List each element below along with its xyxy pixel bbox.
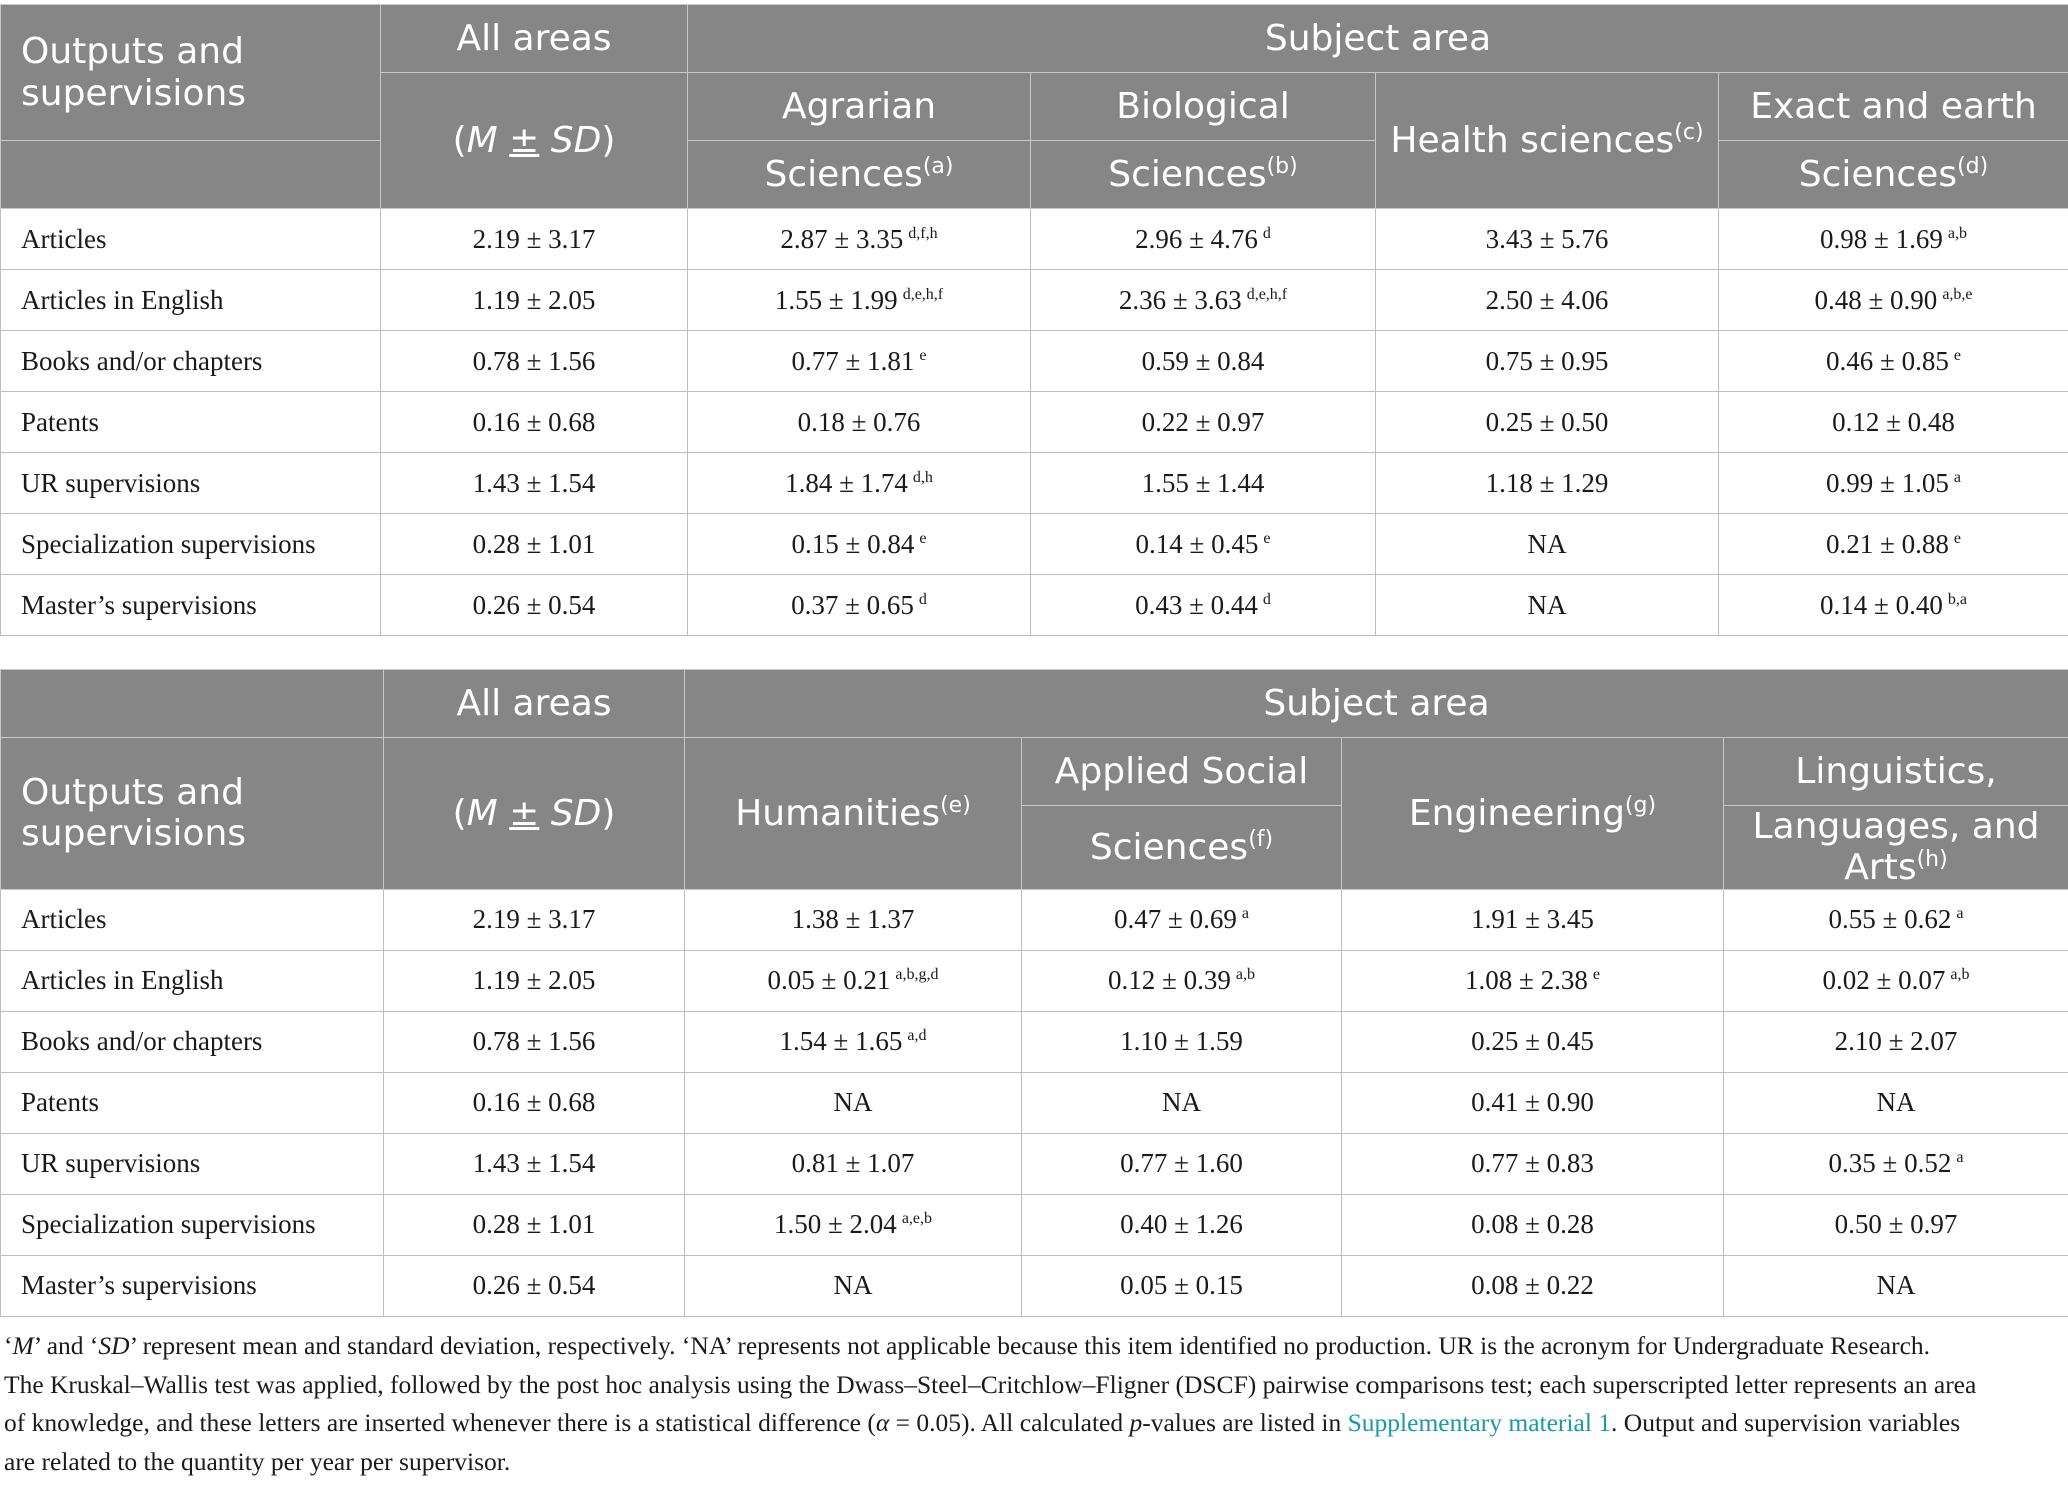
value-cell bbox=[1724, 1255, 2068, 1316]
cell-value: 0.98 ± 1.69 bbox=[1820, 223, 1943, 254]
cell-value: 1.38 ± 1.37 bbox=[791, 904, 915, 935]
value-cell bbox=[1376, 392, 1719, 453]
value-cell bbox=[688, 453, 1031, 514]
cell-value: 2.19 ± 3.17 bbox=[472, 223, 596, 254]
cell-value: 1.08 ± 2.38 bbox=[1465, 965, 1588, 996]
col-header-applied-social-sciences: Sciences$^{(f)}$ bbox=[1022, 806, 1342, 890]
cell-value: 0.16 ± 0.68 bbox=[472, 406, 596, 437]
value-cell bbox=[1719, 453, 2068, 514]
value-cell bbox=[381, 453, 688, 514]
row-label: Articles bbox=[1, 209, 381, 270]
significance-superscript: a,d bbox=[907, 1027, 927, 1045]
value-cell bbox=[1022, 1255, 1342, 1316]
significance-superscript: e bbox=[1592, 966, 1600, 984]
value-cell bbox=[1342, 889, 1724, 950]
cell-value: 0.59 ± 0.84 bbox=[1141, 345, 1265, 376]
value-cell bbox=[1031, 270, 1376, 331]
cell-value: 0.77 ± 1.81 bbox=[791, 345, 915, 376]
value-cell bbox=[381, 331, 688, 392]
row-label: Master’s supervisions bbox=[1, 1255, 384, 1316]
subject-area-header: Subject area bbox=[685, 670, 2068, 738]
significance-superscript: d bbox=[1262, 590, 1271, 608]
significance-superscript: d,h bbox=[912, 468, 933, 486]
value-cell bbox=[1719, 575, 2068, 636]
col-header-applied-social: Applied Social bbox=[1022, 738, 1342, 806]
cell-value: 1.50 ± 2.04 bbox=[773, 1209, 897, 1240]
cell-value: 0.15 ± 0.84 bbox=[791, 528, 915, 559]
value-cell bbox=[381, 209, 688, 270]
cell-value: 0.78 ± 1.56 bbox=[472, 345, 596, 376]
cell-value: 0.12 ± 0.39 bbox=[1108, 965, 1231, 996]
footnote-line-2: The Kruskal–Wallis test was applied, followed by the post hoc analysis using the Dwass–Steel–Critchlow–Fligner (DSCF) pairwise comparisons test; each superscripted letter represents an area bbox=[4, 1369, 1977, 1399]
value-cell bbox=[688, 392, 1031, 453]
cell-value: 1.43 ± 1.54 bbox=[472, 467, 596, 498]
value-cell bbox=[1719, 514, 2068, 575]
cell-value: 0.35 ± 0.52 bbox=[1828, 1148, 1952, 1179]
value-cell bbox=[1022, 1011, 1342, 1072]
cell-value: 0.25 ± 0.50 bbox=[1485, 406, 1609, 437]
col-header-agrarian: Agrarian bbox=[688, 73, 1031, 141]
value-cell bbox=[1376, 453, 1719, 514]
cell-value: NA bbox=[1527, 589, 1567, 620]
significance-superscript: e bbox=[1953, 346, 1961, 364]
row-header-spacer bbox=[1, 141, 381, 209]
value-cell bbox=[1022, 889, 1342, 950]
row-label: Articles in English bbox=[1, 950, 384, 1011]
value-cell bbox=[1031, 331, 1376, 392]
significance-superscript: a,b bbox=[1947, 224, 1967, 242]
supplementary-material-link[interactable]: Supplementary material 1 bbox=[1347, 1408, 1612, 1437]
value-cell bbox=[1342, 1194, 1724, 1255]
col-header-agrarian-sciences: Sciences$^{(a)}$ bbox=[688, 141, 1031, 209]
significance-superscript: d,e,h,f bbox=[1246, 285, 1288, 303]
cell-value: 2.10 ± 2.07 bbox=[1834, 1026, 1958, 1057]
value-cell bbox=[381, 392, 688, 453]
value-cell bbox=[1342, 1011, 1724, 1072]
cell-value: 1.91 ± 3.45 bbox=[1471, 904, 1594, 935]
cell-value: 2.87 ± 3.35 bbox=[780, 223, 904, 254]
value-cell bbox=[384, 889, 685, 950]
table-row bbox=[1, 514, 2068, 575]
value-cell bbox=[1376, 575, 1719, 636]
cell-value: 0.26 ± 0.54 bbox=[472, 1270, 596, 1301]
value-cell bbox=[688, 575, 1031, 636]
cell-value: 0.48 ± 0.90 bbox=[1814, 284, 1938, 315]
significance-superscript: d bbox=[1262, 224, 1271, 242]
cell-value: 2.96 ± 4.76 bbox=[1135, 223, 1258, 254]
cell-value: 0.47 ± 0.69 bbox=[1114, 904, 1237, 935]
row-label: Articles bbox=[1, 889, 384, 950]
table-row bbox=[1, 575, 2068, 636]
col-header-engineering: Engineering$^{(g)}$ bbox=[1342, 738, 1724, 890]
value-cell bbox=[1376, 209, 1719, 270]
value-cell bbox=[1724, 1133, 2068, 1194]
value-cell bbox=[1724, 889, 2068, 950]
significance-superscript: a bbox=[1953, 468, 1961, 486]
value-cell bbox=[384, 1133, 685, 1194]
value-cell bbox=[1342, 1133, 1724, 1194]
row-label: Specialization supervisions bbox=[1, 514, 381, 575]
value-cell bbox=[1022, 1194, 1342, 1255]
significance-superscript: e bbox=[1953, 529, 1961, 547]
row-label: UR supervisions bbox=[1, 1133, 384, 1194]
subject-area-header: Subject area bbox=[688, 5, 2068, 73]
value-cell bbox=[1719, 331, 2068, 392]
table-row bbox=[1, 1255, 2068, 1316]
col-header-linguistics: Linguistics, bbox=[1724, 738, 2068, 806]
value-cell bbox=[381, 575, 688, 636]
value-cell bbox=[1022, 950, 1342, 1011]
cell-value: 0.08 ± 0.22 bbox=[1471, 1270, 1594, 1301]
col-header-biological-sciences: Sciences$^{(b)}$ bbox=[1031, 141, 1376, 209]
significance-superscript: a,b,g,d bbox=[895, 966, 939, 984]
value-cell bbox=[1342, 1072, 1724, 1133]
cell-value: 0.28 ± 1.01 bbox=[472, 1209, 596, 1240]
cell-value: 0.18 ± 0.76 bbox=[797, 406, 921, 437]
value-cell bbox=[688, 514, 1031, 575]
table-row bbox=[1, 453, 2068, 514]
value-cell bbox=[685, 889, 1022, 950]
row-label: Patents bbox=[1, 1072, 384, 1133]
value-cell bbox=[1342, 1255, 1724, 1316]
value-cell bbox=[1724, 1194, 2068, 1255]
significance-superscript: a,b bbox=[1235, 966, 1255, 984]
footnote-line-3: of knowledge, and these letters are inserted whenever there is a statistical difference (α = 0.05). All calculated p-values are listed in Supplementary material 1. Output and supervision variables bbox=[4, 1408, 1961, 1437]
value-cell bbox=[1719, 392, 2068, 453]
cell-value: NA bbox=[1527, 528, 1567, 559]
cell-value: 0.77 ± 0.83 bbox=[1471, 1148, 1594, 1179]
significance-superscript: e bbox=[919, 346, 927, 364]
row-label: Books and/or chapters bbox=[1, 331, 381, 392]
significance-superscript: e bbox=[1263, 529, 1271, 547]
table-row bbox=[1, 1133, 2068, 1194]
cell-value: 1.54 ± 1.65 bbox=[779, 1026, 903, 1057]
cell-value: 0.41 ± 0.90 bbox=[1471, 1087, 1594, 1118]
table-row bbox=[1, 1011, 2068, 1072]
table-row bbox=[1, 392, 2068, 453]
value-cell bbox=[1342, 950, 1724, 1011]
value-cell bbox=[688, 209, 1031, 270]
significance-superscript: a bbox=[1241, 905, 1249, 923]
row-header-spacer-top bbox=[1, 670, 384, 738]
row-label: Specialization supervisions bbox=[1, 1194, 384, 1255]
significance-superscript: a,b bbox=[1950, 966, 1970, 984]
significance-superscript: b,a bbox=[1947, 590, 1967, 608]
value-cell bbox=[688, 270, 1031, 331]
results-table-1 bbox=[0, 4, 2068, 636]
value-cell bbox=[1031, 514, 1376, 575]
cell-value: 2.36 ± 3.63 bbox=[1118, 284, 1242, 315]
cell-value: 0.05 ± 0.21 bbox=[767, 965, 891, 996]
cell-value: 0.25 ± 0.45 bbox=[1471, 1026, 1594, 1057]
all-areas-header: All areas bbox=[381, 5, 688, 73]
cell-value: 0.28 ± 1.01 bbox=[472, 528, 596, 559]
value-cell bbox=[1724, 1072, 2068, 1133]
cell-value: 0.40 ± 1.26 bbox=[1120, 1209, 1243, 1240]
cell-value: 0.43 ± 0.44 bbox=[1135, 589, 1258, 620]
value-cell bbox=[1724, 1011, 2068, 1072]
cell-value: 1.43 ± 1.54 bbox=[472, 1148, 596, 1179]
value-cell bbox=[1376, 331, 1719, 392]
cell-value: NA bbox=[1876, 1087, 1916, 1118]
cell-value: 0.37 ± 0.65 bbox=[791, 589, 914, 620]
table-row bbox=[1, 270, 2068, 331]
value-cell bbox=[381, 514, 688, 575]
cell-value: 1.19 ± 2.05 bbox=[472, 284, 596, 315]
value-cell bbox=[1031, 209, 1376, 270]
cell-value: NA bbox=[1876, 1270, 1916, 1301]
value-cell bbox=[1022, 1133, 1342, 1194]
row-label: Patents bbox=[1, 392, 381, 453]
value-cell bbox=[685, 1011, 1022, 1072]
value-cell bbox=[381, 270, 688, 331]
col-header-biological: Biological bbox=[1031, 73, 1376, 141]
cell-value: 0.46 ± 0.85 bbox=[1826, 345, 1949, 376]
col-header-exact-earth-sciences: Sciences$^{(d)}$ bbox=[1719, 141, 2068, 209]
cell-value: 0.08 ± 0.28 bbox=[1471, 1209, 1594, 1240]
cell-value: 0.78 ± 1.56 bbox=[472, 1026, 596, 1057]
cell-value: 0.14 ± 0.40 bbox=[1820, 589, 1943, 620]
significance-superscript: a,e,b bbox=[901, 1210, 933, 1228]
cell-value: 1.55 ± 1.44 bbox=[1141, 467, 1265, 498]
value-cell bbox=[685, 1194, 1022, 1255]
cell-value: 0.05 ± 0.15 bbox=[1120, 1270, 1243, 1301]
value-cell bbox=[384, 1194, 685, 1255]
value-cell bbox=[1022, 1072, 1342, 1133]
cell-value: NA bbox=[1162, 1087, 1201, 1118]
cell-value: 0.77 ± 1.60 bbox=[1120, 1148, 1243, 1179]
cell-value: 0.75 ± 0.95 bbox=[1485, 345, 1609, 376]
col-header-languages-arts: Languages, and Arts$^{(h)}$ bbox=[1724, 806, 2068, 890]
value-cell bbox=[1376, 514, 1719, 575]
table-row bbox=[1, 950, 2068, 1011]
cell-value: 0.99 ± 1.05 bbox=[1826, 467, 1949, 498]
cell-value: NA bbox=[833, 1270, 873, 1301]
table-row bbox=[1, 889, 2068, 950]
significance-superscript: d bbox=[918, 590, 927, 608]
cell-value: 2.50 ± 4.06 bbox=[1485, 284, 1609, 315]
cell-value: 1.84 ± 1.74 bbox=[785, 467, 908, 498]
cell-value: 0.26 ± 0.54 bbox=[472, 589, 596, 620]
results-table-2 bbox=[0, 669, 2068, 1317]
row-label: Articles in English bbox=[1, 270, 381, 331]
col-header-health: Health sciences$^{(c)}$ bbox=[1376, 73, 1719, 209]
value-cell bbox=[1031, 453, 1376, 514]
stat-header: (M ± SD) bbox=[381, 73, 688, 209]
value-cell bbox=[384, 950, 685, 1011]
table-footnote bbox=[4, 1327, 2064, 1481]
value-cell bbox=[384, 1072, 685, 1133]
value-cell bbox=[1376, 270, 1719, 331]
col-header-exact-earth: Exact and earth bbox=[1719, 73, 2068, 141]
value-cell bbox=[1724, 950, 2068, 1011]
row-header-label: Outputs and supervisions bbox=[1, 5, 381, 141]
table-row bbox=[1, 1072, 2068, 1133]
significance-superscript: d,f,h bbox=[908, 224, 938, 242]
row-header-label: Outputs and supervisions bbox=[1, 738, 384, 890]
value-cell bbox=[685, 1255, 1022, 1316]
cell-value: 0.02 ± 0.07 bbox=[1822, 965, 1946, 996]
cell-value: 0.21 ± 0.88 bbox=[1826, 528, 1949, 559]
value-cell bbox=[1719, 209, 2068, 270]
col-header-humanities: Humanities$^{(e)}$ bbox=[685, 738, 1022, 890]
table-row bbox=[1, 331, 2068, 392]
cell-value: 3.43 ± 5.76 bbox=[1485, 223, 1609, 254]
cell-value: 1.55 ± 1.99 bbox=[774, 284, 898, 315]
stat-header: (M ± SD) bbox=[384, 738, 685, 890]
row-label: Master’s supervisions bbox=[1, 575, 381, 636]
table-row bbox=[1, 209, 2068, 270]
all-areas-header: All areas bbox=[384, 670, 685, 738]
cell-value: 0.50 ± 0.97 bbox=[1834, 1209, 1958, 1240]
row-label: UR supervisions bbox=[1, 453, 381, 514]
significance-superscript: a bbox=[1956, 1149, 1964, 1167]
cell-value: 0.81 ± 1.07 bbox=[791, 1148, 915, 1179]
cell-value: 0.55 ± 0.62 bbox=[1828, 904, 1952, 935]
row-label: Books and/or chapters bbox=[1, 1011, 384, 1072]
value-cell bbox=[384, 1011, 685, 1072]
cell-value: 0.14 ± 0.45 bbox=[1135, 528, 1259, 559]
cell-value: 1.19 ± 2.05 bbox=[472, 965, 596, 996]
value-cell bbox=[384, 1255, 685, 1316]
significance-superscript: a bbox=[1956, 905, 1964, 923]
footnote-line-1: ‘M’ and ‘SD’ represent mean and standard deviation, respectively. ‘NA’ represents not applicable because this item identified no production. UR is the acronym for Undergraduate Research. bbox=[4, 1331, 1931, 1360]
cell-value: 0.22 ± 0.97 bbox=[1141, 406, 1265, 437]
significance-superscript: a,b,e bbox=[1942, 285, 1973, 303]
value-cell bbox=[1719, 270, 2068, 331]
significance-superscript: d,e,h,f bbox=[902, 285, 944, 303]
cell-value: 0.12 ± 0.48 bbox=[1832, 406, 1955, 437]
cell-value: 2.19 ± 3.17 bbox=[472, 904, 596, 935]
cell-value: 0.16 ± 0.68 bbox=[472, 1087, 596, 1118]
cell-value: 1.18 ± 1.29 bbox=[1485, 467, 1609, 498]
cell-value: 1.10 ± 1.59 bbox=[1120, 1026, 1243, 1057]
value-cell bbox=[685, 1072, 1022, 1133]
value-cell bbox=[1031, 392, 1376, 453]
table-row bbox=[1, 1194, 2068, 1255]
value-cell bbox=[685, 950, 1022, 1011]
value-cell bbox=[688, 331, 1031, 392]
value-cell bbox=[685, 1133, 1022, 1194]
footnote-line-4: are related to the quantity per year per supervisor. bbox=[4, 1446, 511, 1476]
significance-superscript: e bbox=[919, 529, 927, 547]
cell-value: NA bbox=[833, 1087, 873, 1118]
value-cell bbox=[1031, 575, 1376, 636]
